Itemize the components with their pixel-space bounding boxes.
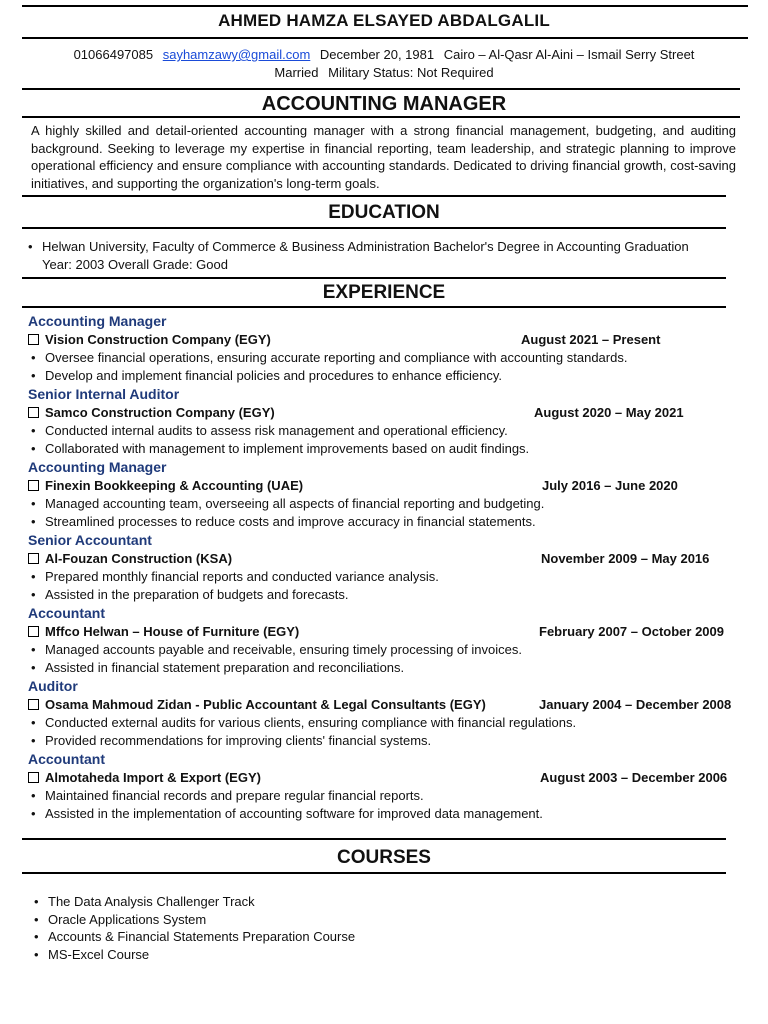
- company-name: Al-Fouzan Construction (KSA): [45, 551, 233, 566]
- company-row: [28, 404, 743, 422]
- job-entry: [28, 677, 743, 750]
- address: Cairo – Al-Qasr Al-Aini – Ismail Serry Street: [443, 47, 695, 62]
- job-title: Accounting Manager: [28, 459, 167, 475]
- contact-rule: [22, 88, 740, 90]
- job-dates: August 2020 – May 2021: [534, 405, 684, 420]
- job-title: Accountant: [28, 605, 105, 621]
- courses-list: [30, 893, 630, 963]
- job-duty: • Collaborated with management to implement improvements based on audit findings.: [28, 440, 743, 458]
- job-title: Senior Internal Auditor: [28, 386, 180, 402]
- job-duty: • Managed accounting team, overseeing all aspects of financial reporting and budgeting.: [28, 495, 743, 513]
- company-name: Samco Construction Company (EGY): [45, 405, 275, 420]
- job-duty: • Develop and implement financial policies and procedures to enhance efficiency.: [28, 367, 743, 385]
- company-name: Vision Construction Company (EGY): [45, 332, 271, 347]
- experience-title: EXPERIENCE: [322, 282, 446, 303]
- objective-rule: [22, 116, 740, 118]
- company-row: [28, 550, 743, 568]
- job-dates: February 2007 – October 2009: [539, 624, 724, 639]
- job-title: Auditor: [28, 678, 78, 694]
- top-rule: [22, 5, 748, 7]
- checkbox-icon: [28, 407, 39, 418]
- job-duty: • Oversee financial operations, ensuring accurate reporting and compliance with accounting standards.: [28, 349, 743, 367]
- company-name: Almotaheda Import & Export (EGY): [45, 770, 261, 785]
- contact-line-1: [20, 46, 748, 64]
- courses-bottom-rule: [22, 872, 726, 874]
- job-duty: • Assisted in the implementation of accounting software for improved data management.: [28, 805, 743, 823]
- candidate-name: AHMED HAMZA ELSAYED ABDALGALIL: [218, 11, 550, 30]
- education-title: EDUCATION: [328, 202, 440, 223]
- job-duty: • Maintained financial records and prepare regular financial reports.: [28, 787, 743, 805]
- job-entry: [28, 531, 743, 604]
- course-item: • The Data Analysis Challenger Track: [30, 893, 630, 911]
- marital-status: Married: [274, 65, 319, 80]
- job-duty: • Prepared monthly financial reports and conducted variance analysis.: [28, 568, 743, 586]
- professional-summary: A highly skilled and detail-oriented accounting manager with a strong financial management, budgeting, and auditing background. Seeking to leverage my expertise in financial reporting, team leadership, and strategic planning to improve operational efficiency and ensure compliance with accounting standards. Dedicated to driving financial growth, cost-saving initiatives, and supporting the organization's long-term goals.: [31, 123, 736, 191]
- job-title: Accounting Manager: [28, 313, 167, 329]
- company-name: Mffco Helwan – House of Furniture (EGY): [45, 624, 300, 639]
- education-top-rule: [22, 195, 726, 197]
- job-entry: [28, 312, 743, 385]
- job-dates: August 2003 – December 2006: [540, 770, 728, 785]
- education-bottom-rule: [22, 227, 726, 229]
- company-row: [28, 331, 743, 349]
- checkbox-icon: [28, 626, 39, 637]
- job-duty: • Assisted in financial statement preparation and reconciliations.: [28, 659, 743, 677]
- job-dates: November 2009 – May 2016: [541, 551, 710, 566]
- birth-date: December 20, 1981: [319, 47, 435, 62]
- job-entry: [28, 385, 743, 458]
- job-title: Accountant: [28, 751, 105, 767]
- job-duty: • Managed accounts payable and receivable, ensuring timely processing of invoices.: [28, 641, 743, 659]
- job-entry: [28, 458, 743, 531]
- experience-bottom-rule: [22, 306, 726, 308]
- phone-number: 01066497085: [73, 47, 154, 62]
- job-dates: January 2004 – December 2008: [539, 697, 732, 712]
- job-duty: • Provided recommendations for improving clients' financial systems.: [28, 732, 743, 750]
- experience-list: [28, 312, 743, 823]
- checkbox-icon: [28, 480, 39, 491]
- education-item: • Helwan University, Faculty of Commerce & Business Administration Bachelor's Degree in Accounting Graduation Year: 2003 Overall Grade: Good: [24, 238, 714, 273]
- checkbox-icon: [28, 334, 39, 345]
- job-duty: • Conducted internal audits to assess risk management and operational efficiency.: [28, 422, 743, 440]
- company-name: Finexin Bookkeeping & Accounting (UAE): [45, 478, 304, 493]
- checkbox-icon: [28, 699, 39, 710]
- job-objective-title: ACCOUNTING MANAGER: [261, 93, 507, 115]
- company-row: [28, 769, 743, 787]
- experience-top-rule: [22, 277, 726, 279]
- contact-line-2: [20, 64, 748, 82]
- checkbox-icon: [28, 553, 39, 564]
- email-link[interactable]: sayhamzawy@gmail.com: [162, 47, 311, 62]
- checkbox-icon: [28, 772, 39, 783]
- job-duty: • Conducted external audits for various clients, ensuring compliance with financial regulations.: [28, 714, 743, 732]
- job-entry: [28, 750, 743, 823]
- job-entry: [28, 604, 743, 677]
- course-item: • Oracle Applications System: [30, 911, 630, 929]
- job-dates: July 2016 – June 2020: [542, 478, 678, 493]
- job-duty: • Assisted in the preparation of budgets and forecasts.: [28, 586, 743, 604]
- company-name: Osama Mahmoud Zidan - Public Accountant & Legal Consultants (EGY): [45, 697, 486, 712]
- job-dates: August 2021 – Present: [521, 332, 661, 347]
- name-rule: [22, 37, 748, 39]
- job-title: Senior Accountant: [28, 532, 152, 548]
- company-row: [28, 623, 743, 641]
- company-row: [28, 696, 743, 714]
- courses-title: COURSES: [337, 847, 431, 868]
- courses-top-rule: [22, 838, 726, 840]
- military-status: Military Status: Not Required: [328, 65, 494, 80]
- company-row: [28, 477, 743, 495]
- job-duty: • Streamlined processes to reduce costs and improve accuracy in financial statements.: [28, 513, 743, 531]
- course-item: • Accounts & Financial Statements Preparation Course: [30, 928, 630, 946]
- course-item: • MS-Excel Course: [30, 946, 630, 964]
- education-list: [24, 238, 714, 273]
